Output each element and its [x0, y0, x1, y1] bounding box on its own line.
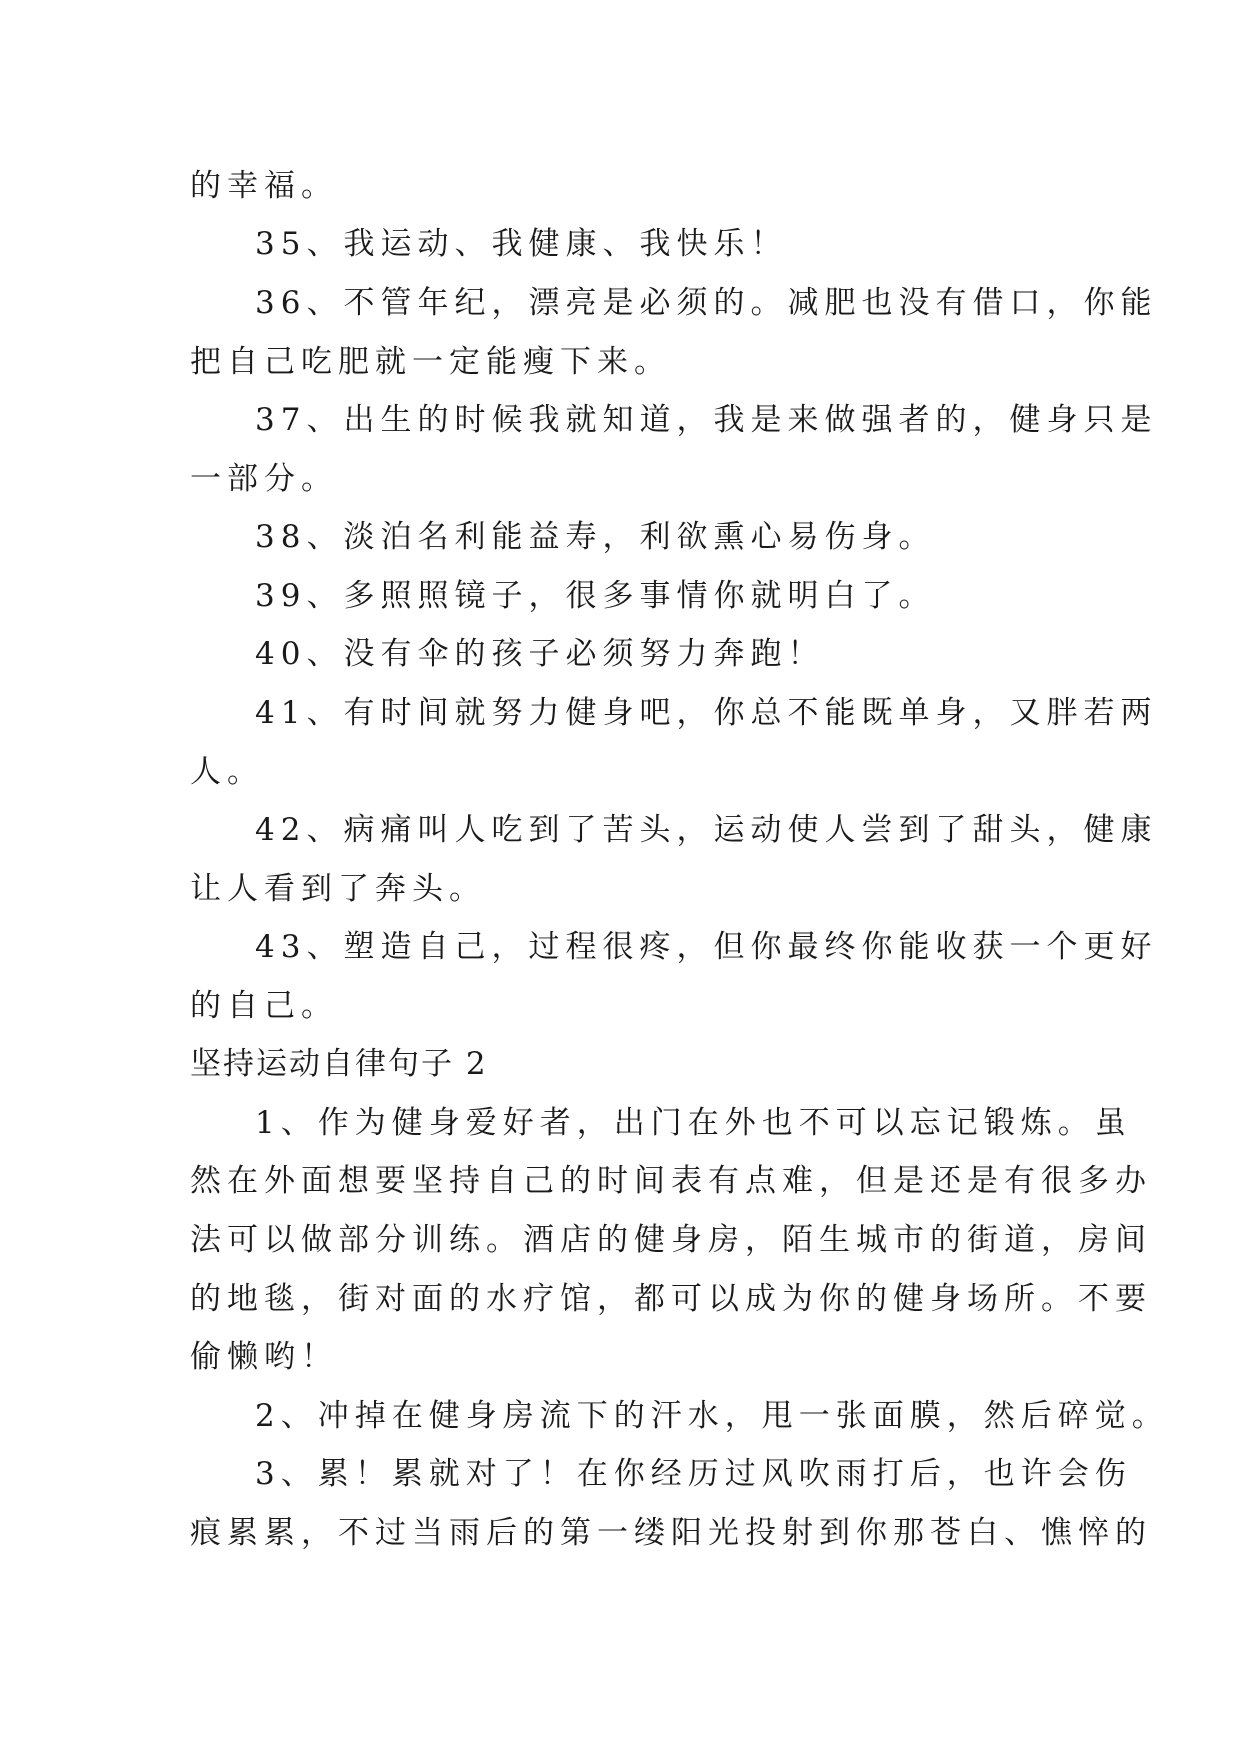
text-line: 的地毯，街对面的水疗馆，都可以成为你的健身场所。不要 — [190, 1281, 1152, 1317]
text-line: 36、不管年纪，漂亮是必须的。减肥也没有借口，你能 — [255, 285, 1158, 321]
text-line: 43、塑造自己，过程很疼，但你最终你能收获一个更好 — [255, 929, 1158, 965]
text-line: 一部分。 — [190, 461, 338, 497]
text-line: 人。 — [190, 754, 264, 790]
text-line: 把自己吃肥就一定能瘦下来。 — [190, 344, 671, 380]
text-line: 42、病痛叫人吃到了苦头，运动使人尝到了甜头，健康 — [255, 812, 1158, 848]
text-line: 35、我运动、我健康、我快乐！ — [255, 226, 788, 262]
section-heading: 坚持运动自律句子 2 — [190, 1046, 488, 1082]
text-line: 39、多照照镜子，很多事情你就明白了。 — [255, 578, 936, 614]
text-line: 2、冲掉在健身房流下的汗水，甩一张面膜，然后碎觉。 — [255, 1398, 1169, 1434]
text-line: 偷懒哟！ — [190, 1339, 338, 1375]
text-line: 38、淡泊名利能益寿，利欲熏心易伤身。 — [255, 519, 936, 555]
text-line: 痕累累，不过当雨后的第一缕阳光投射到你那苍白、憔悴的 — [190, 1515, 1152, 1551]
text-line: 的自己。 — [190, 988, 338, 1024]
text-line: 1、作为健身爱好者，出门在外也不可以忘记锻炼。虽 — [255, 1105, 1132, 1141]
text-line: 法可以做部分训练。酒店的健身房，陌生城市的街道，房间 — [190, 1222, 1152, 1258]
text-line: 41、有时间就努力健身吧，你总不能既单身，又胖若两 — [255, 695, 1158, 731]
text-line: 然在外面想要坚持自己的时间表有点难，但是还是有很多办 — [190, 1163, 1152, 1199]
text-line: 的幸福。 — [190, 168, 338, 204]
text-line: 3、累！累就对了！在你经历过风吹雨打后，也许会伤 — [255, 1456, 1132, 1492]
text-line: 37、出生的时候我就知道，我是来做强者的，健身只是 — [255, 402, 1158, 438]
text-line: 40、没有伞的孩子必须努力奔跑！ — [255, 636, 825, 672]
text-line: 让人看到了奔头。 — [190, 871, 486, 907]
